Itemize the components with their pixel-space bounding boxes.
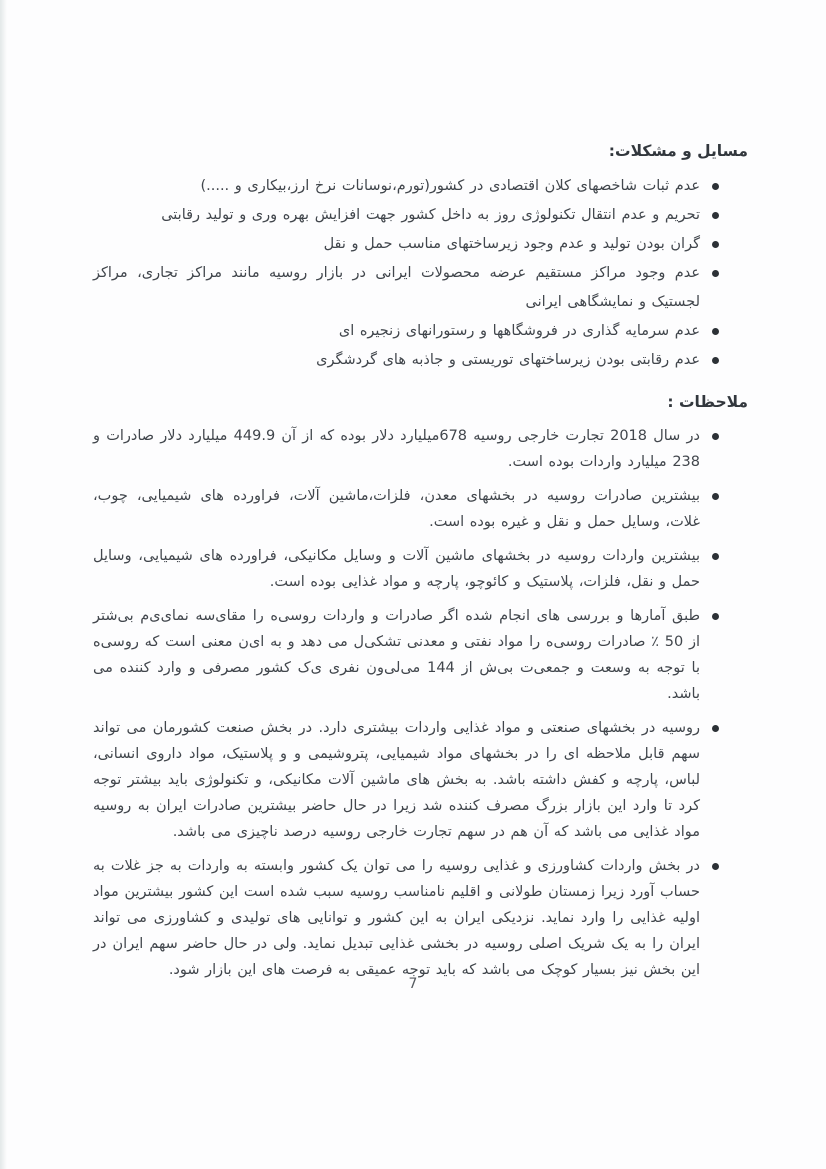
bullet-item: در سال 2018 تجارت خارجی روسیه 678میلیارد دلار بوده که از آن 449.9 میلیارد دلار صادرات و 238 میلیارد واردات بوده است.	[93, 423, 748, 475]
bullet-item: تحریم و عدم انتقال تکنولوژی روز به داخل کشور جهت افزایش بهره وری و تولید رقابتی	[93, 201, 748, 230]
bullet-item: در بخش واردات کشاورزی و غذایی روسیه را می توان یک کشور وابسته به واردات به جز غلات به حساب آورد زیرا زمستان طولانی و اقلیم نامناسب روسیه سبب شده است این کشور بیشترین مواد اولیه غذایی را وارد نماید. نزدیکی ایران به این کشور و توانایی های تولیدی و کشاورزی می تواند ایران را به یک شریک اصلی روسیه در بخشی غذایی تبدیل نماید. ولی در حال حاضر سهم ایران در این بخش نیز بسیار کوچک می باشد که باید توجه عمیقی به فرصت های این بازار شود.	[93, 853, 748, 983]
section-heading: ملاحظات :	[667, 393, 748, 411]
bullet-item: روسیه در بخشهای صنعتی و مواد غذایی واردات بیشتری دارد. در بخش صنعت کشورمان می تواند سهم قابل ملاحظه ای را در بخشهای مواد شیمیایی، پتروشیمی و و پلاستیک، مواد داروی انسانی، لباس، پارچه و کفش داشته باشد. به بخش های ماشین آلات مکانیکی، و تکنولوژی باید بیشتر توجه کرد تا وارد این بازار بزرگ مصرف کننده شد زیرا در حال حاضر بیشترین صادرات ایران به روسیه مواد غذایی می باشد که آن هم در سهم تجارت خارجی روسیه درصد ناچیزی می باشد.	[93, 715, 748, 845]
bullet-item: عدم ثبات شاخصهای کلان اقتصادی در کشور(تورم،نوسانات نرخ ارز،بیکاری و .....)	[93, 172, 748, 201]
page-content	[93, 140, 748, 991]
doc-section-0	[93, 140, 748, 375]
bullet-item: بیشترین واردات روسیه در بخشهای ماشین آلات و وسایل مکانیکی، فراورده های شیمیایی، وسایل حمل و نقل، فلزات، پلاستیک و کائوچو، پارچه و مواد غذایی بوده است.	[93, 543, 748, 595]
scan-edge-artifact	[0, 0, 7, 1169]
bullet-list	[93, 172, 748, 375]
bullet-item: گران بودن تولید و عدم وجود زیرساختهای مناسب حمل و نقل	[93, 230, 748, 259]
bullet-item: عدم سرمایه گذاری در فروشگاهها و رستورانهای زنجیره ای	[93, 317, 748, 346]
bullet-item: عدم رقابتی بودن زیرساختهای توریستی و جاذبه های گردشگری	[93, 346, 748, 375]
bullet-list	[93, 423, 748, 983]
bullet-item: عدم وجود مراکز مستقیم عرضه محصولات ایرانی در بازار روسیه مانند مراکز تجاری، مراکز لجستیک و نمایشگاهی ایرانی	[93, 259, 748, 317]
sections-container	[93, 140, 748, 983]
doc-section-1	[93, 391, 748, 983]
section-heading: مسایل و مشکلات:	[608, 142, 748, 160]
bullet-item: بیشترین صادرات روسیه در بخشهای معدن، فلزات،ماشین آلات، فراورده های شیمیایی، چوب، غلات، وسایل حمل و نقل و غیره بوده است.	[93, 483, 748, 535]
page-number: 7	[408, 976, 418, 992]
bullet-item: طبق آمارها و بررسی های انجام شده اگر صادرات و واردات روسی‌ه را مقای‌سه نمای‌ی‌م بی‌شتر از 50 ٪ صادرات روسی‌ه را مواد نفتی و معدنی تشکی‌ل می دهد و به ای‌ن معنی است که روسی‌ه با توجه به وسعت و جمعی‌ت بی‌ش از 144 می‌لی‌ون نفری ی‌ک کشور مصرفی و وارد کننده می باشد.	[93, 603, 748, 707]
